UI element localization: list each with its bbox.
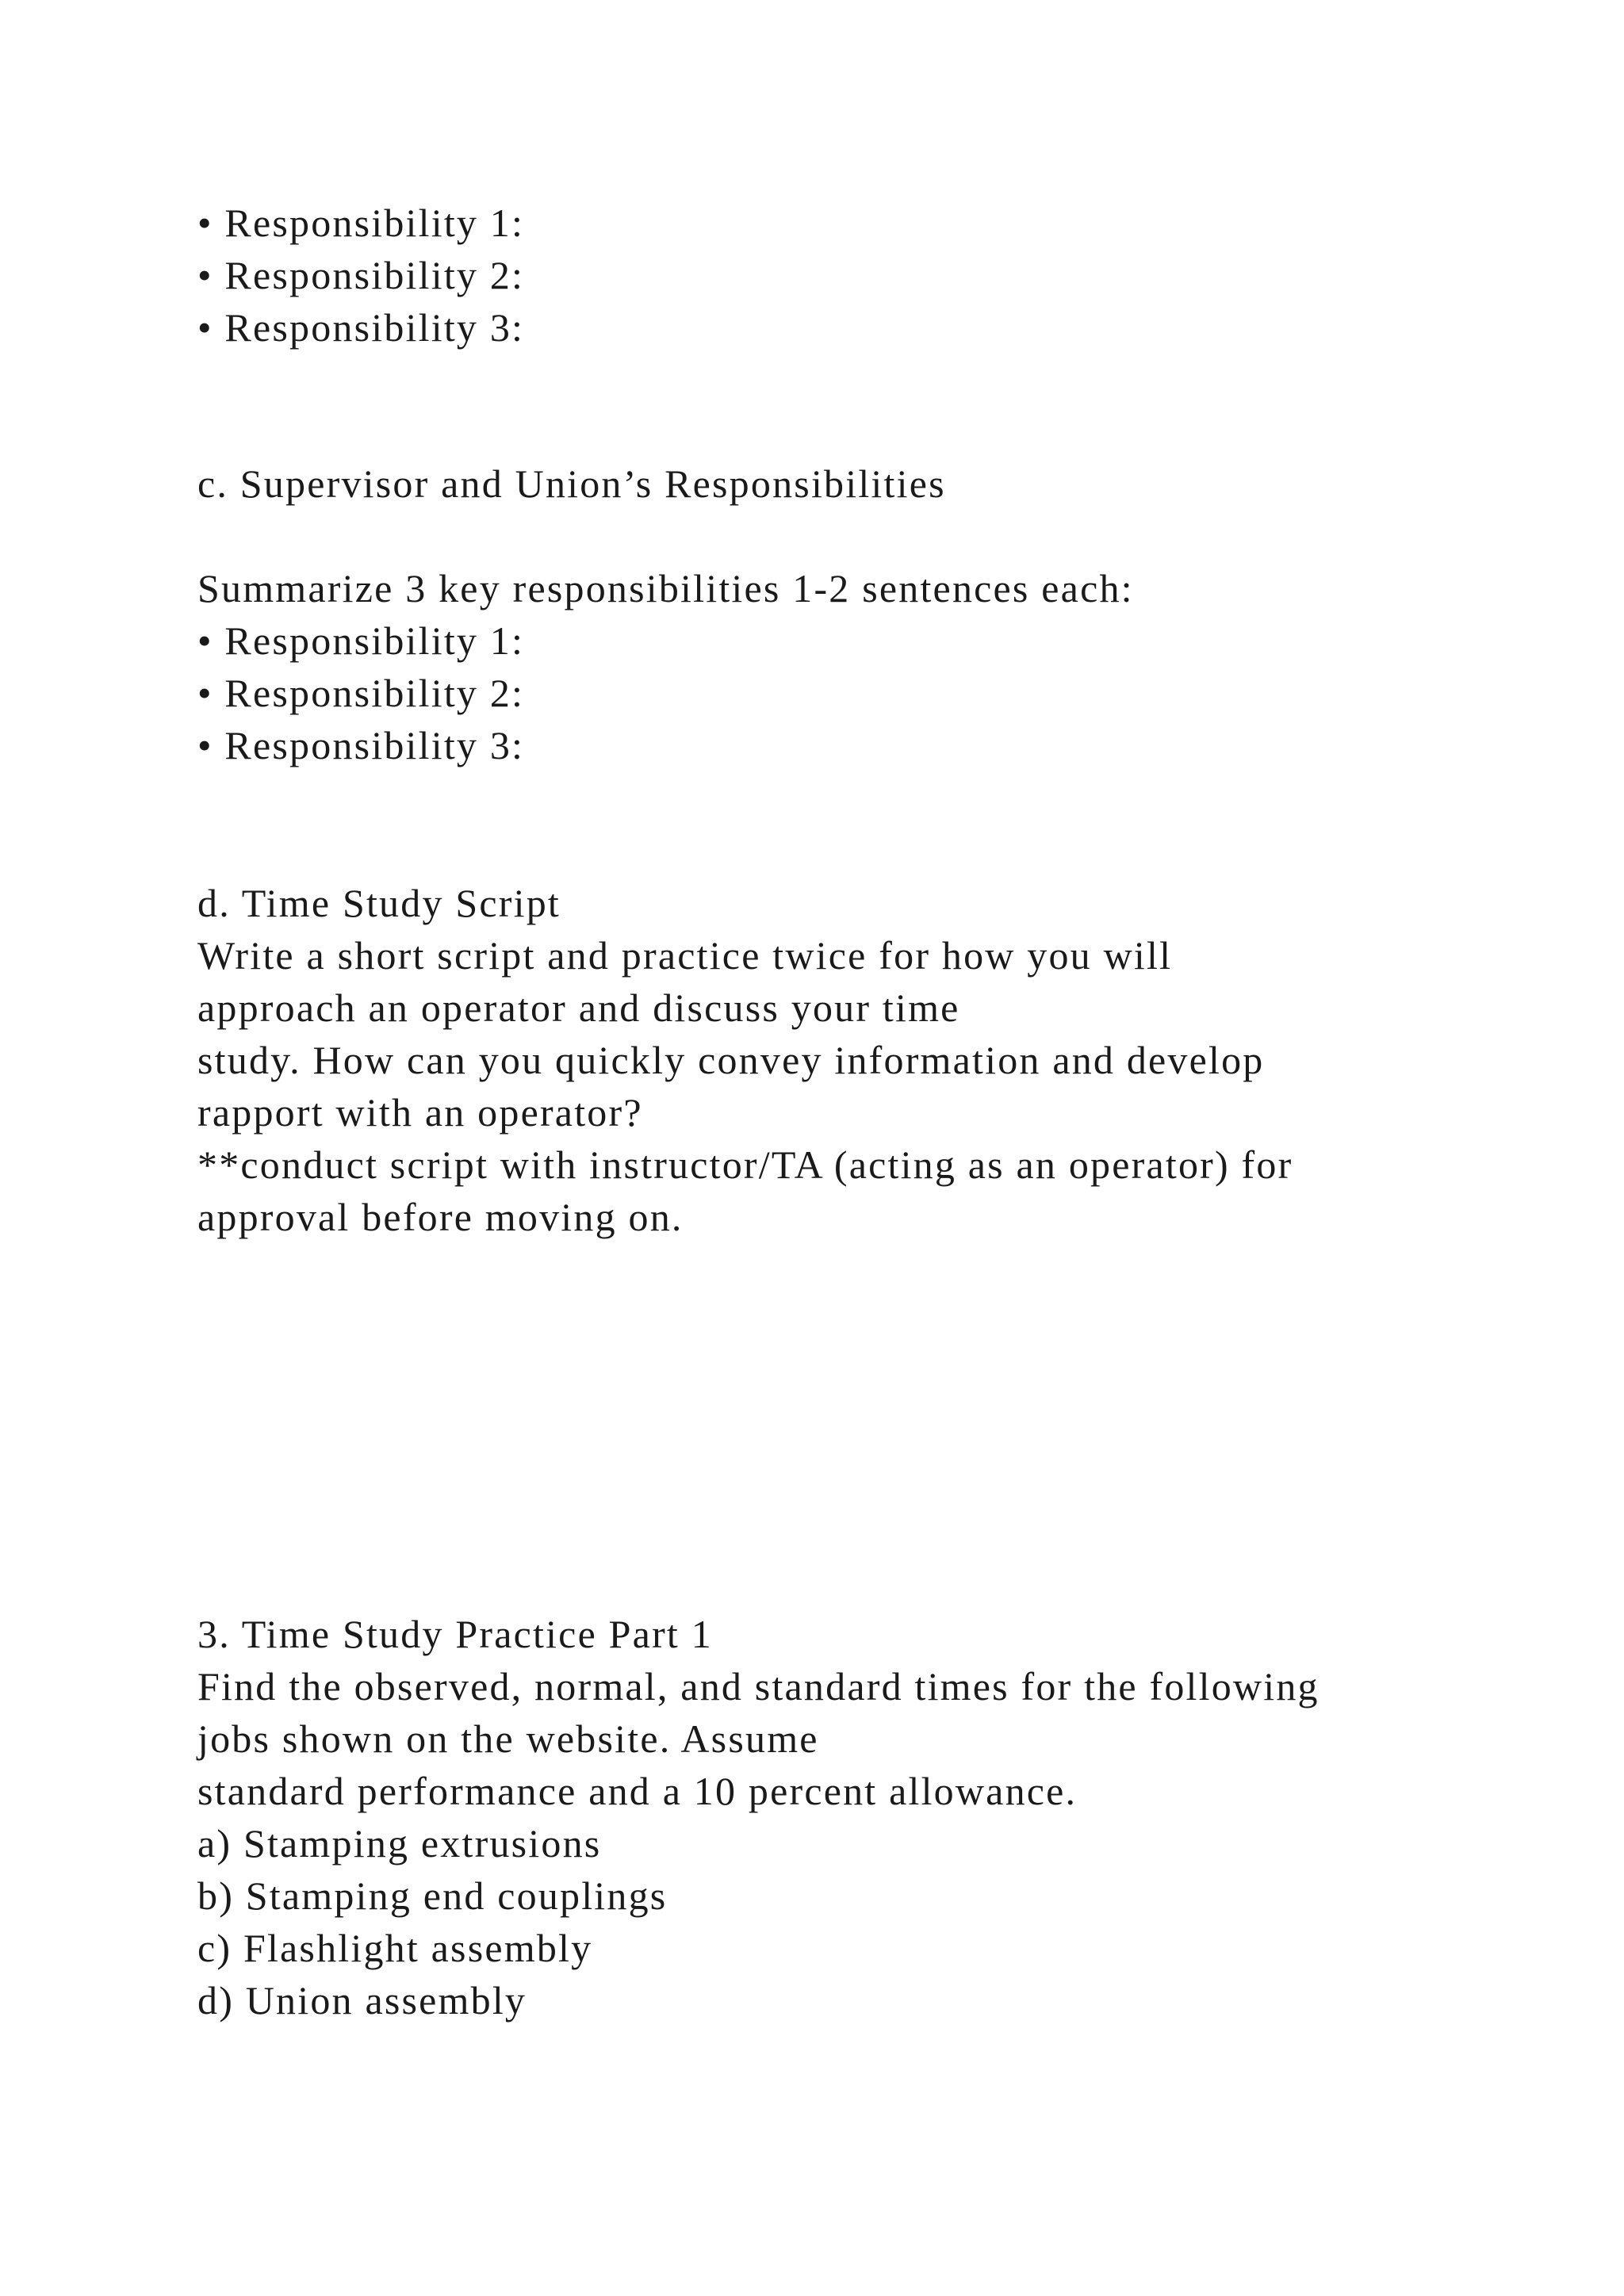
section-c-instruction: Summarize 3 key responsibilities 1-2 sentences each: <box>197 566 1134 610</box>
section-d-line-4: rapport with an operator? <box>197 1090 643 1135</box>
section-b-bullet-3: • Responsibility 3: <box>197 305 525 350</box>
section-b-bullet-2: • Responsibility 2: <box>197 253 525 297</box>
section-c-bullet-1: • Responsibility 1: <box>197 618 525 663</box>
section-b-bullet-1: • Responsibility 1: <box>197 201 525 245</box>
section-d-line-6: approval before moving on. <box>197 1195 684 1239</box>
section-3-line-3: standard performance and a 10 percent allowance. <box>197 1769 1078 1813</box>
section-d-heading: d. Time Study Script <box>197 881 561 925</box>
section-3-line-2: jobs shown on the website. Assume <box>197 1716 819 1761</box>
section-c-bullet-3: • Responsibility 3: <box>197 723 525 767</box>
section-d-line-3: study. How can you quickly convey information and develop <box>197 1038 1265 1082</box>
section-3-item-d: d) Union assembly <box>197 1978 527 2022</box>
section-c-heading: c. Supervisor and Union’s Responsibilities <box>197 461 946 506</box>
section-3-item-c: c) Flashlight assembly <box>197 1926 593 1970</box>
section-3-heading: 3. Time Study Practice Part 1 <box>197 1612 713 1656</box>
section-c-bullet-2: • Responsibility 2: <box>197 671 525 715</box>
section-d-line-5: **conduct script with instructor/TA (acting as an operator) for <box>197 1142 1293 1187</box>
section-3-item-b: b) Stamping end couplings <box>197 1873 668 1918</box>
section-3-item-a: a) Stamping extrusions <box>197 1821 602 1866</box>
section-3-line-1: Find the observed, normal, and standard times for the following <box>197 1664 1320 1709</box>
section-d-line-1: Write a short script and practice twice for how you will <box>197 933 1173 978</box>
section-d-line-2: approach an operator and discuss your time <box>197 985 960 1030</box>
